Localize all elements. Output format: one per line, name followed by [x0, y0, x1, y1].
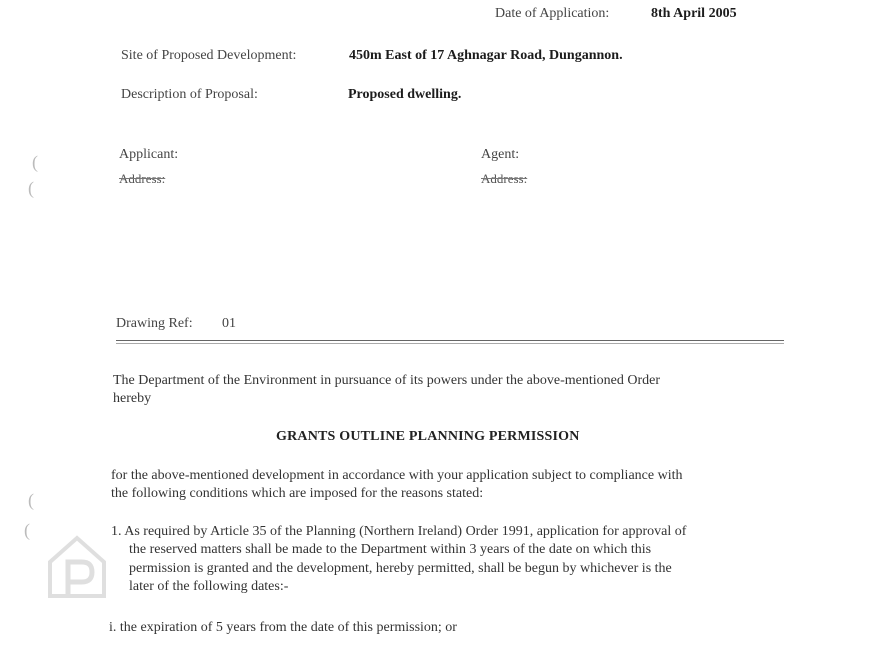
divider-line [116, 340, 784, 341]
conditions-intro-line-2: the following conditions which are imposed for the reasons stated: [111, 486, 484, 501]
condition-1-line-1: 1. As required by Article 35 of the Planning (Northern Ireland) Order 1991, application for approval of [111, 524, 687, 539]
proposal-value: Proposed dwelling. [348, 87, 462, 102]
grant-heading: GRANTS OUTLINE PLANNING PERMISSION [276, 429, 580, 444]
drawing-ref-value: 01 [222, 316, 236, 331]
applicant-label: Applicant: [119, 147, 179, 162]
proposal-label: Description of Proposal: [121, 87, 258, 102]
divider-line-shadow [116, 343, 784, 344]
applicant-address-label: Address: [119, 171, 166, 186]
condition-1-line-4: later of the following dates:- [129, 579, 289, 594]
agent-label: Agent: [481, 147, 520, 162]
agent-address-label: Address: [481, 171, 528, 186]
scan-artifact: ( [24, 520, 30, 540]
scan-artifact: ( [32, 152, 38, 172]
scan-artifact: ( [28, 490, 34, 510]
condition-1-line-2: the reserved matters shall be made to the Department within 3 years of the date on which this [129, 542, 652, 557]
site-value: 450m East of 17 Aghnagar Road, Dungannon. [349, 48, 623, 63]
condition-1-sub-i: i. the expiration of 5 years from the date of this permission; or [109, 620, 457, 635]
intro-line-2: hereby [113, 391, 152, 406]
site-label: Site of Proposed Development: [121, 48, 297, 63]
condition-1-line-3: permission is granted and the development, hereby permitted, shall be begun by whichever is the [129, 561, 672, 576]
intro-line-1: The Department of the Environment in pursuance of its powers under the above-mentioned Order [113, 373, 660, 388]
date-of-application-label: Date of Application: [495, 6, 610, 21]
conditions-intro-line-1: for the above-mentioned development in accordance with your application subject to compliance with [111, 468, 683, 483]
drawing-ref-label: Drawing Ref: [116, 316, 193, 331]
watermark-logo [42, 532, 112, 607]
scan-artifact: ( [28, 178, 34, 198]
date-of-application-value: 8th April 2005 [651, 6, 737, 21]
